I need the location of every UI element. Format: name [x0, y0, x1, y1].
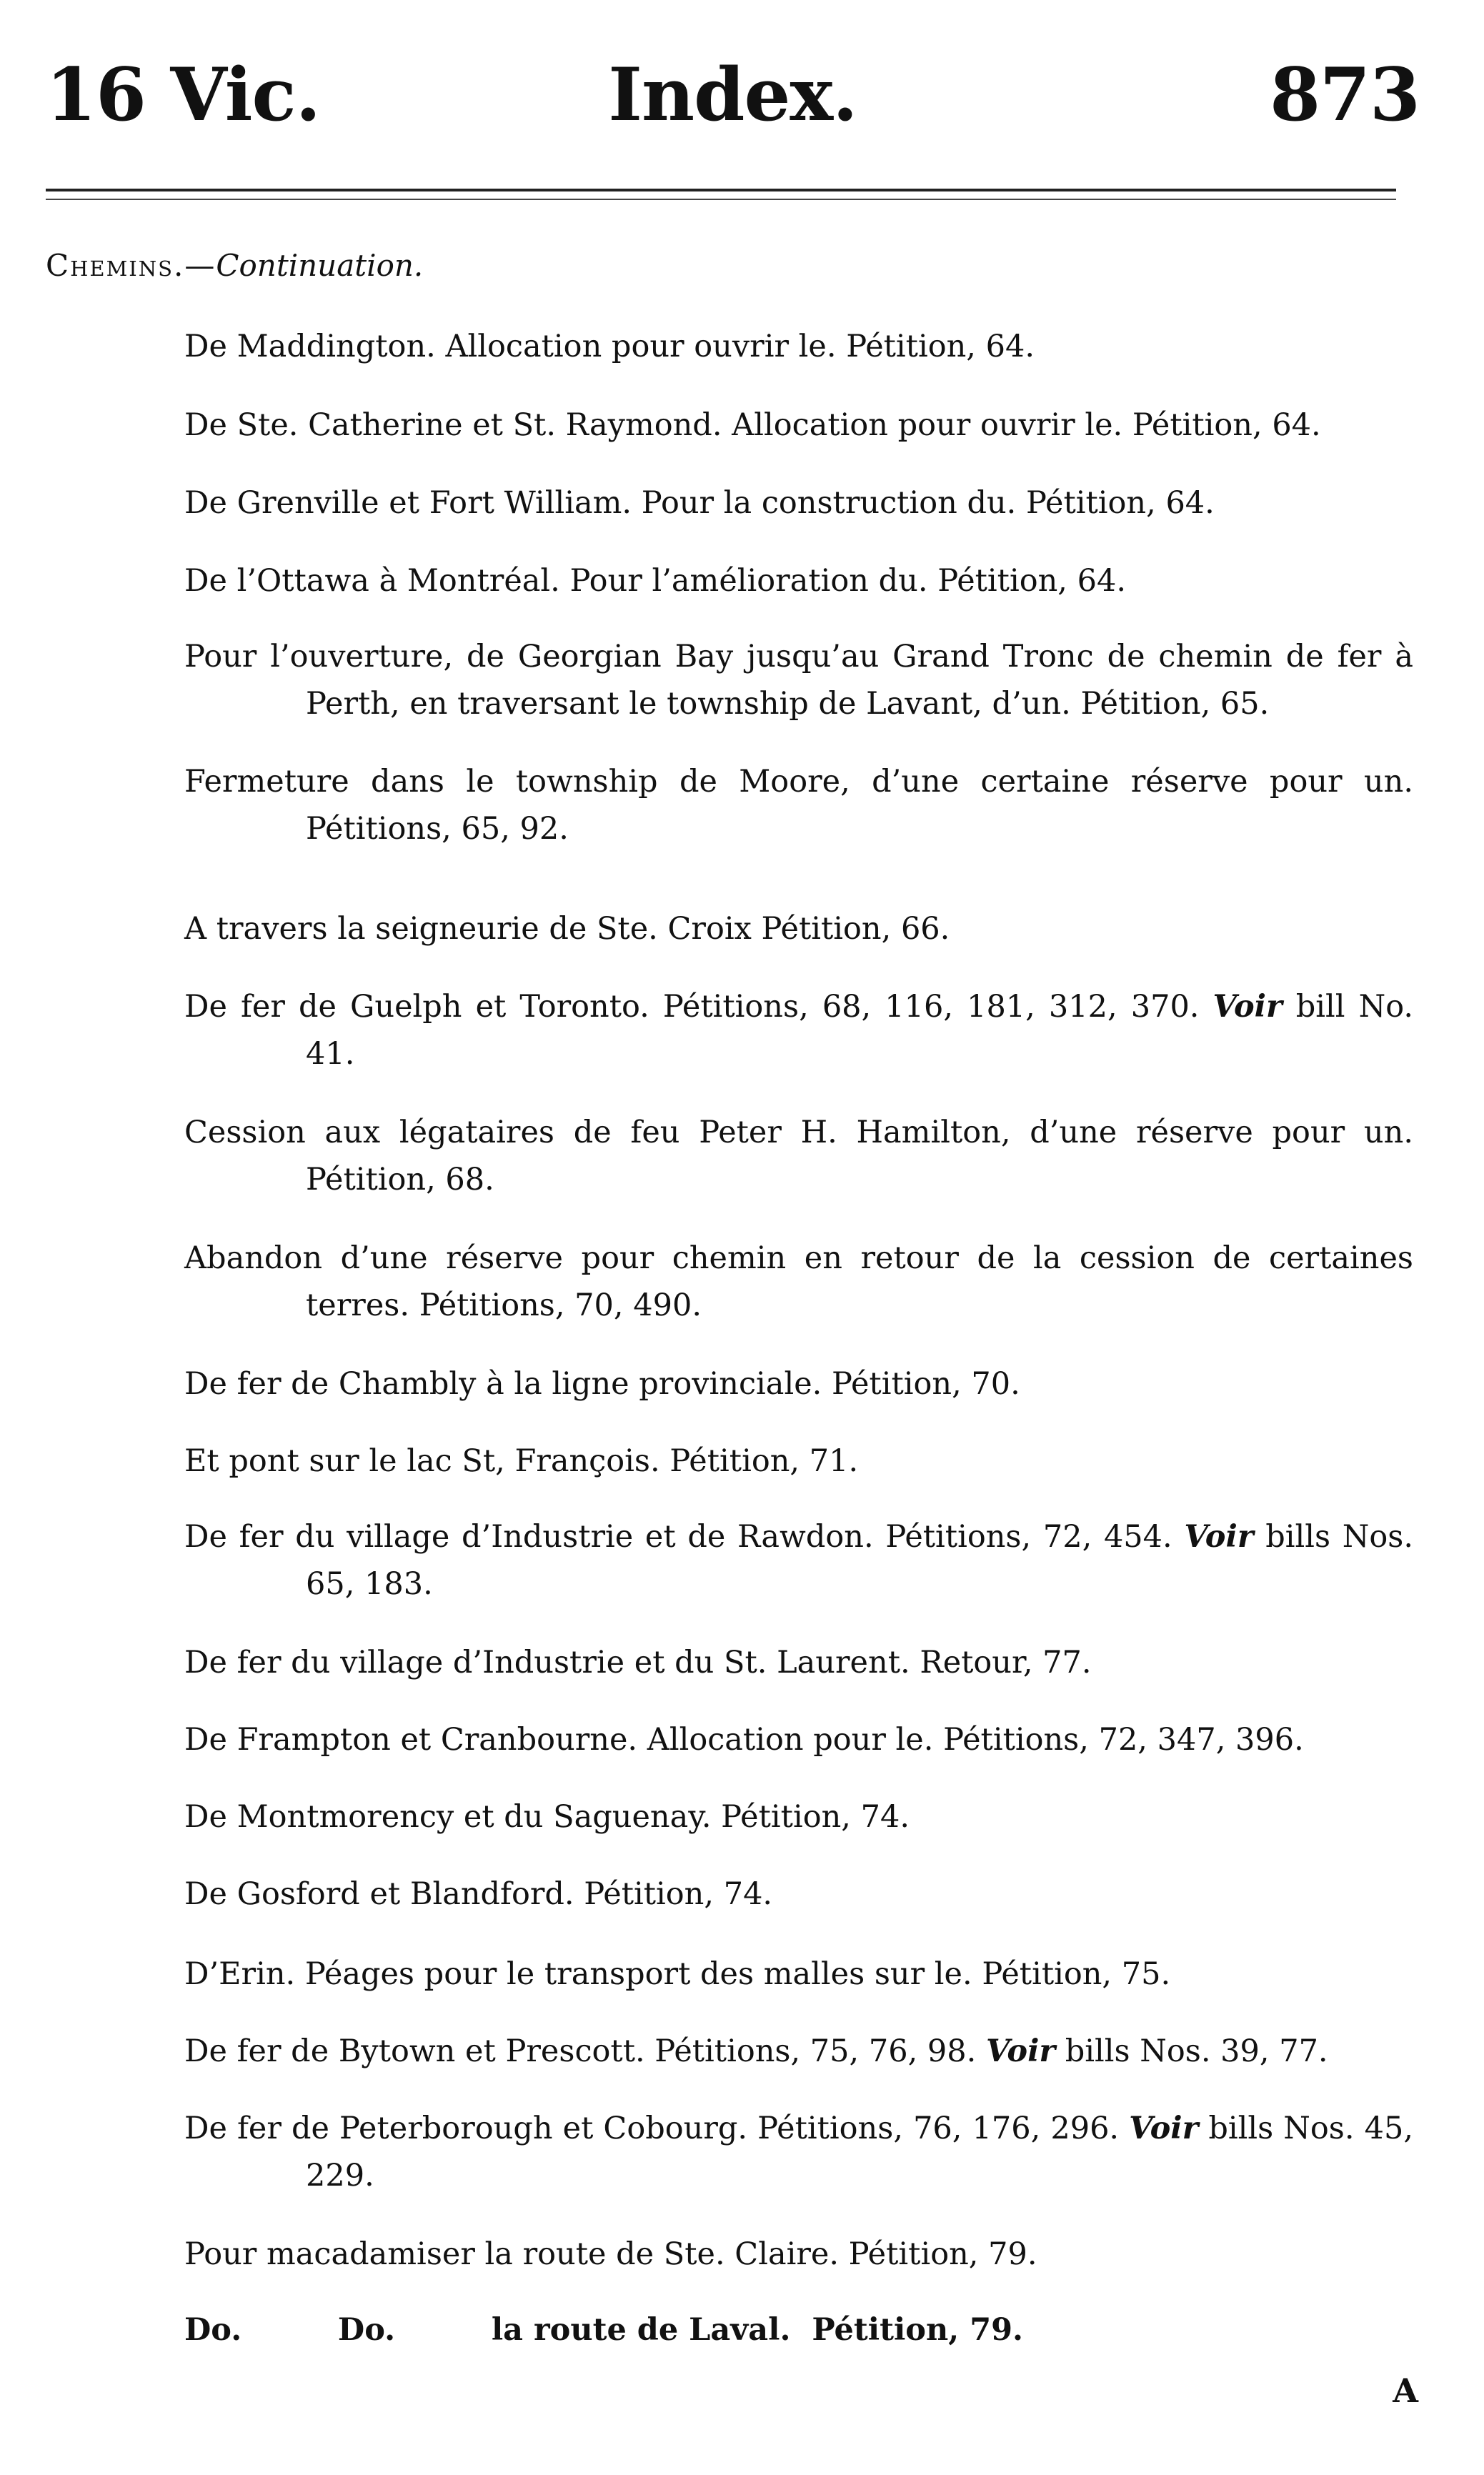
page-number: 873	[1270, 52, 1420, 138]
running-header	[46, 49, 1420, 141]
index-entry: De Gosford et Blandford. Pétition, 74.	[184, 1876, 773, 1912]
index-entry: De Ste. Catherine et St. Raymond. Allocation pour ouvrir le. Pétition, 64.	[184, 407, 1321, 443]
index-entry: Pour l’ouverture, de Georgian Bay jusqu’au Grand Tronc de chemin de fer à Perth, en traversant le township de Lavant, d’un. Pétition, 65.	[184, 639, 1413, 722]
index-entry: De Maddington. Allocation pour ouvrir le. Pétition, 64.	[184, 329, 1035, 364]
index-entry: De fer du village d’Industrie et du St. Laurent. Retour, 77.	[184, 1645, 1092, 1680]
catchword: A	[1393, 2371, 1418, 2410]
section-title: Chemins.—	[46, 248, 216, 283]
index-entry: Et pont sur le lac St, François. Pétition, 71.	[184, 1443, 859, 1479]
index-entry: A travers la seigneurie de Ste. Croix Pétition, 66.	[184, 911, 950, 947]
index-entry: Cession aux légataires de feu Peter H. Hamilton, d’une réserve pour un. Pétition, 68.	[184, 1115, 1413, 1197]
section-continuation: Continuation.	[216, 248, 424, 283]
header-rule	[46, 189, 1396, 200]
index-entry: De fer du village d’Industrie et de Rawdon. Pétitions, 72, 454. Voir bills Nos. 65, 183.	[184, 1519, 1413, 1602]
header-title: Index.	[608, 52, 857, 138]
index-entry: Fermeture dans le township de Moore, d’une certaine réserve pour un. Pétitions, 65, 92.	[184, 764, 1413, 847]
index-entry: De fer de Guelph et Toronto. Pétitions, 68, 116, 181, 312, 370. Voir bill No. 41.	[184, 989, 1414, 1072]
index-entry: De Frampton et Cranbourne. Allocation pour le. Pétitions, 72, 347, 396.	[184, 1722, 1304, 1758]
index-entry: De Grenville et Fort William. Pour la construction du. Pétition, 64.	[184, 485, 1215, 521]
index-entry: Do. Do. la route de Laval. Pétition, 79.	[184, 2312, 1023, 2348]
index-entry: De l’Ottawa à Montréal. Pour l’amélioration du. Pétition, 64.	[184, 563, 1127, 599]
index-entry: De Montmorency et du Saguenay. Pétition, 74.	[184, 1799, 910, 1835]
volume-label: 16 Vic.	[46, 52, 321, 138]
index-entry: Pour macadamiser la route de Ste. Claire. Pétition, 79.	[184, 2236, 1037, 2272]
section-heading	[46, 244, 423, 287]
index-entry: D’Erin. Péages pour le transport des malles sur le. Pétition, 75.	[184, 1956, 1171, 1992]
index-entry: Abandon d’une réserve pour chemin en retour de la cession de certaines terres. Pétitions, 70, 490.	[184, 1240, 1413, 1323]
index-entry: De fer de Bytown et Prescott. Pétitions, 75, 76, 98. Voir bills Nos. 39, 77.	[184, 2033, 1328, 2069]
index-entry: De fer de Chambly à la ligne provinciale. Pétition, 70.	[184, 1366, 1020, 1402]
index-entry: De fer de Peterborough et Cobourg. Pétitions, 76, 176, 296. Voir bills Nos. 45, 229.	[184, 2111, 1413, 2193]
